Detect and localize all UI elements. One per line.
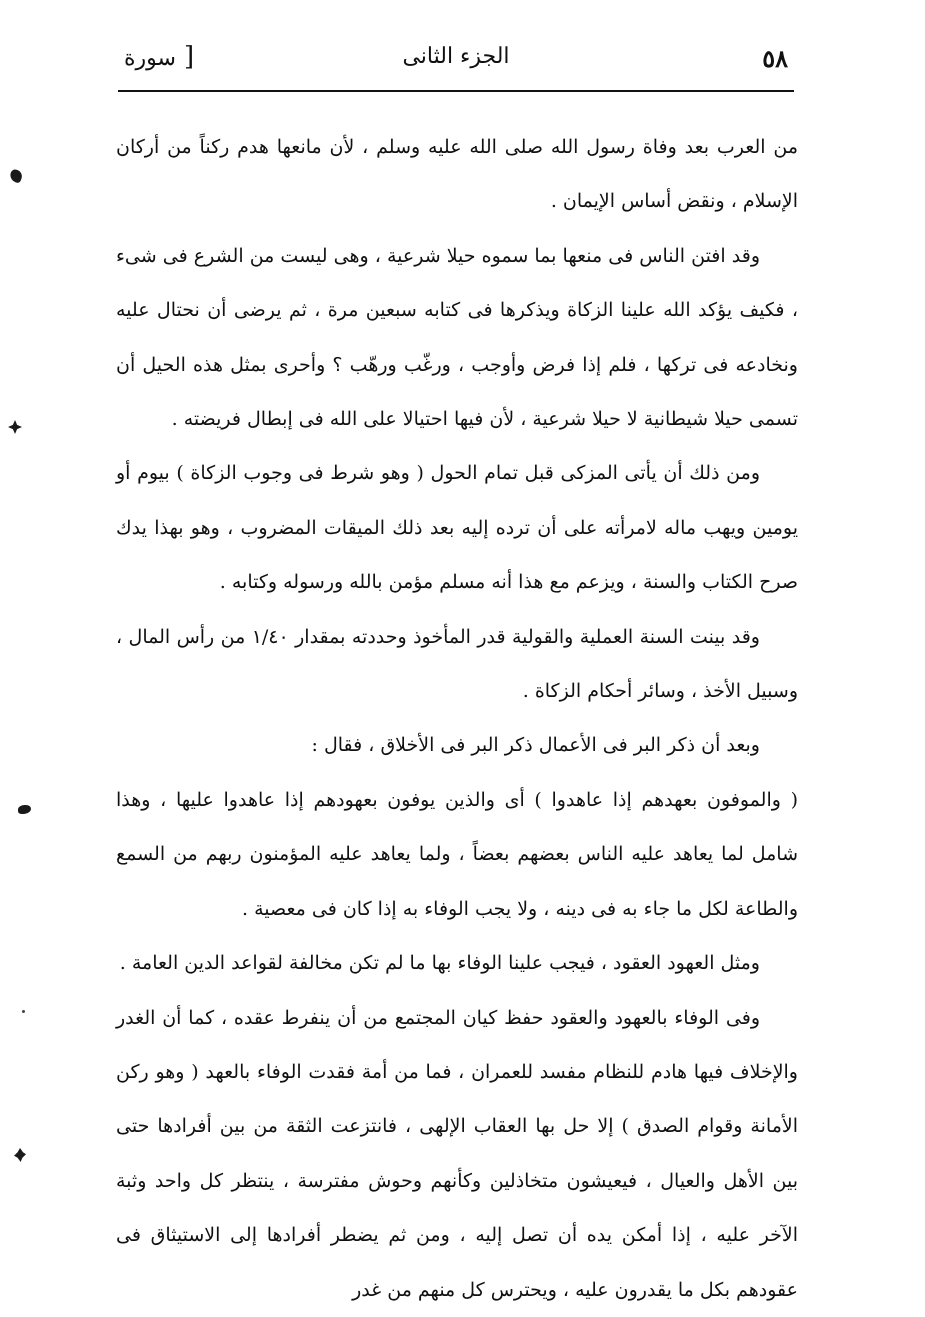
margin-ink-mark [18,805,31,814]
page-number: ٥٨ [762,44,788,73]
paragraph: ومثل العهود العقود ، فيجب علينا الوفاء بها ما لم تكن مخالفة لقواعد الدين العامة . [119,952,760,975]
margin-speck [22,1010,25,1013]
surah-bracket: [ [183,42,195,72]
paragraph: وقد بينت السنة العملية والقولية قدر المأخوذ وحددته بمقدار ١/٤٠ من رأس المال ، وسبيل الأخذ ، وسائر أحكام الزكاة . [116,625,798,703]
paragraph: وقد افتن الناس فى منعها بما سموه حيلا شرعية ، وهى ليست من الشرع فى شىء ، فكيف يؤكد الله علينا الزكاة ويذكرها فى كتابه سبعين مرة ، ثم يرضى أن نحتال عليه ونخادعه فى تركها ، فلم إذا فرض وأوجب ، ورغّب ورهّب ؟ وأحرى بمثل هذه الحيل أن تسمى حيلا شيطانية لا حيلا شرعية ، لأن فيها احتيالا على الله فى إبطال فريضته . [116,244,798,431]
paragraph: وبعد أن ذكر البر فى الأعمال ذكر البر فى الأخلاق ، فقال : [311,734,760,757]
body-text [116,120,798,1317]
page-header [118,40,794,86]
margin-ink-mark [8,168,23,183]
paragraph: وفى الوفاء بالعهود والعقود حفظ كيان المجتمع من أن ينفرط عقده ، كما أن الغدر والإخلاف فيها هادم للنظام مفسد للعمران ، فما من أمة فقدت الوفاء بالعهد ( وهو ركن الأمانة وقوام الصدق ) إلا حل بها العقاب الإلهى ، فانتزعت الثقة من بين أفرادها حتى بين الأهل والعيال ، فيعيشون متخاذلين وكأنهم وحوش مفترسة ، ينتظر كل واحد وثبة الآخر عليه ، إذا أمكن يده أن تصل إليه ، ومن ثم يضطر أفرادها إلى الاستيثاق فى عقودهم بكل ما يقدرون عليه ، ويحترس كل منهم من غدر [116,1006,798,1301]
margin-ink-mark [14,1148,26,1162]
header-rule [118,90,794,92]
surah-text: سورة [124,46,176,71]
running-title: الجزء الثانى [402,44,510,69]
margin-ink-mark [8,420,22,434]
paragraph: من العرب بعد وفاة رسول الله صلى الله عليه وسلم ، لأن مانعها هدم ركناً من أركان الإسلام ، ونقض أساس الإيمان . [116,136,798,213]
surah-label [124,42,194,72]
paragraph: ومن ذلك أن يأتى المزكى قبل تمام الحول ( وهو شرط فى وجوب الزكاة ) بيوم أو يومين ويهب ماله لامرأته على أن ترده إليه بعد ذلك الميقات المضروب ، وهو بهذا يدك صرح الكتاب والسنة ، ويزعم مع هذا أنه مسلم مؤمن بالله ورسوله وكتابه . [116,462,798,594]
paragraph: ( والموفون بعهدهم إذا عاهدوا ) أى والذين يوفون بعهودهم إذا عاهدوا عليها ، وهذا شامل لما يعاهد عليه الناس بعضهم بعضاً ، ولما يعاهد عليه المؤمنون ربهم من السمع والطاعة لكل ما جاء به فى دينه ، ولا يجب الوفاء به إذا كان فى معصية . [116,788,798,920]
